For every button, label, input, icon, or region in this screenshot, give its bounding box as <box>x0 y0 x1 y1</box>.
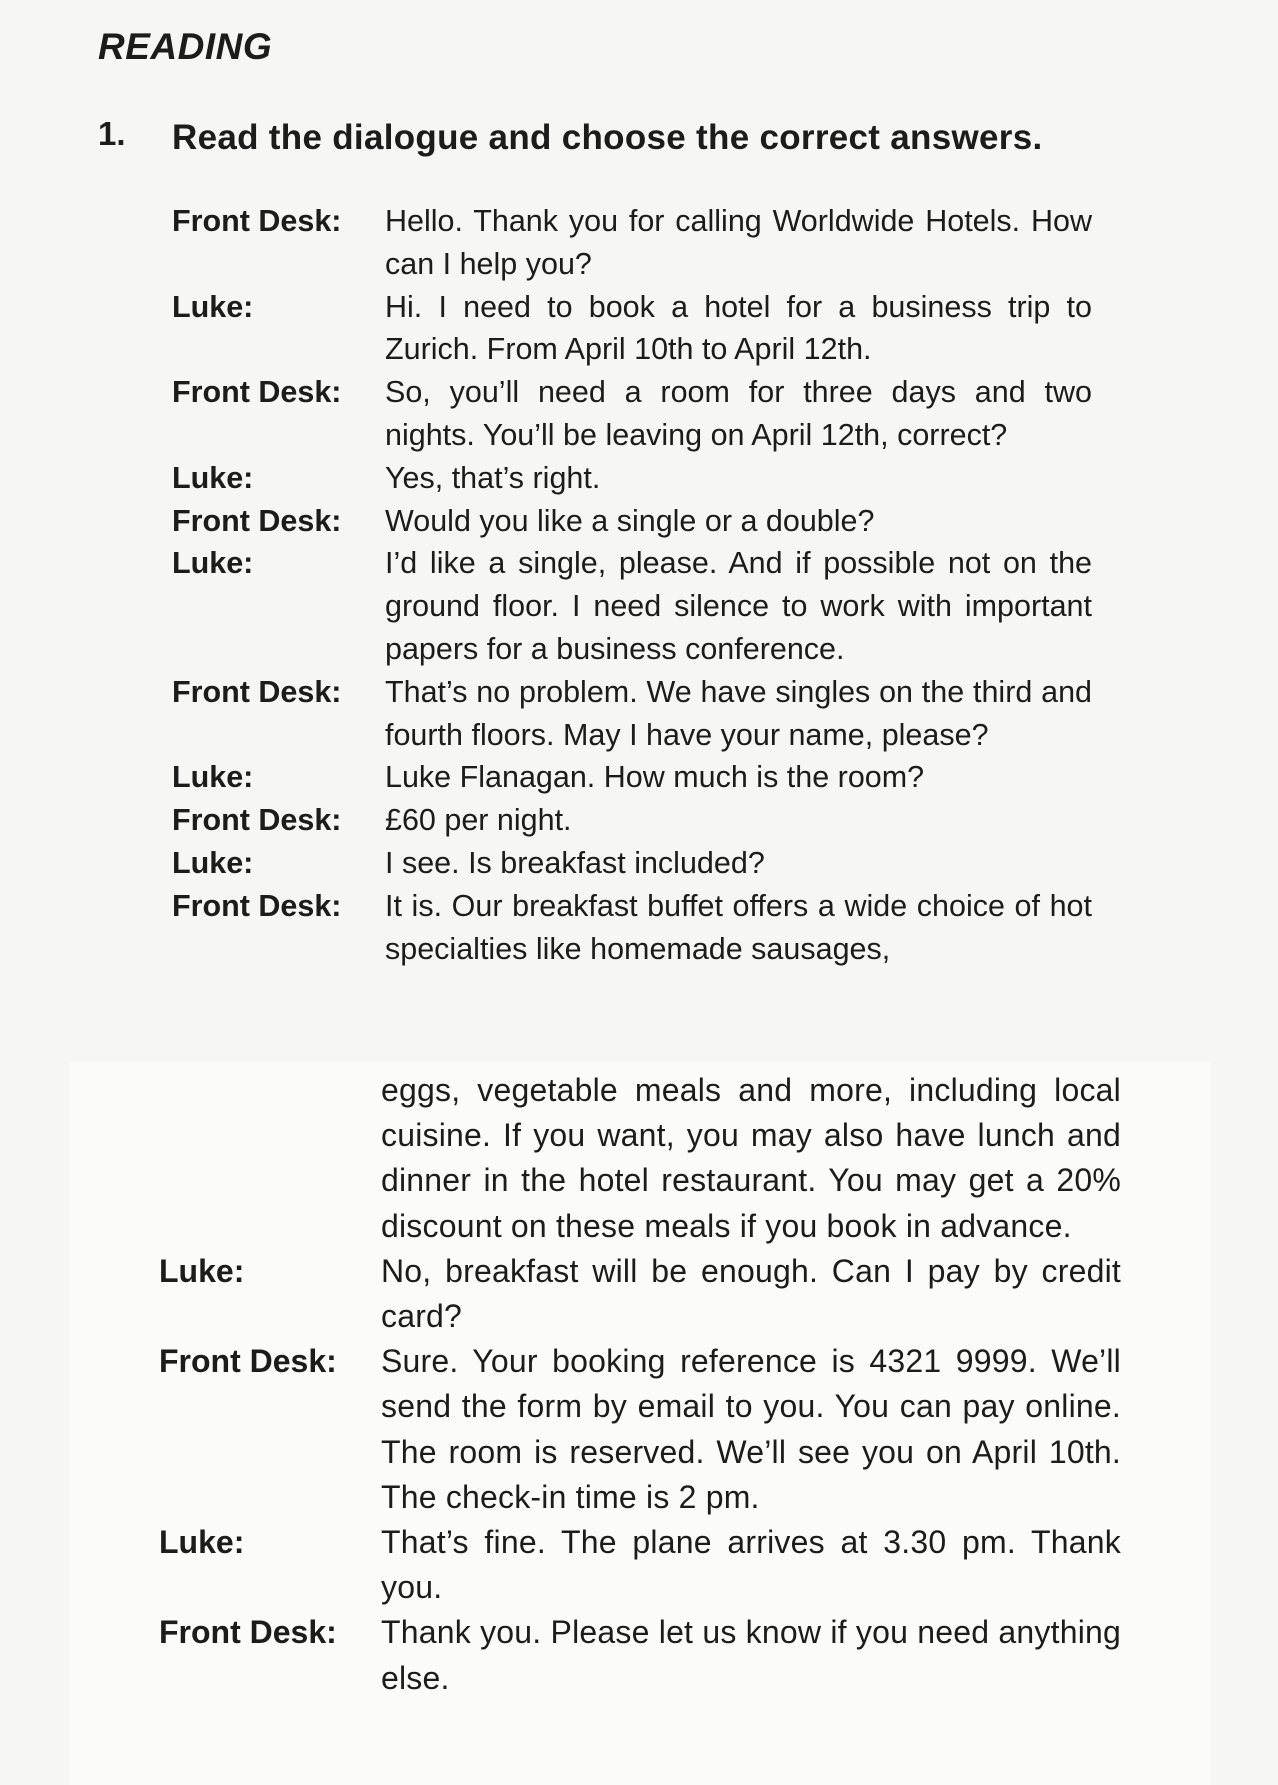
speech-continuation: eggs, vegetable meals and more, including local cuisine. If you want, you may also have lunch and dinner in the hotel restaurant. You may get a 20% discount on these meals if you book in advance. <box>381 1072 1121 1244</box>
dialogue-part-1 <box>172 200 1092 970</box>
speaker-label: Front Desk: <box>159 1343 337 1380</box>
speech-text: So, you’ll need a room for three days and two nights. You’ll be leaving on April 12th, correct? <box>385 375 1092 452</box>
speaker-label: Front Desk: <box>172 803 342 838</box>
speaker-label: Luke: <box>172 546 254 581</box>
task-instruction: Read the dialogue and choose the correct answers. <box>172 118 1043 157</box>
dialogue-line <box>159 1249 1121 1339</box>
dialogue-line <box>159 1339 1121 1520</box>
dialogue-line <box>172 371 1092 457</box>
dialogue-line <box>159 1068 1121 1249</box>
speaker-label: Luke: <box>159 1252 245 1289</box>
speech-text: I’d like a single, please. And if possible not on the ground floor. I need silence to work with important papers for a business conference. <box>385 546 1092 666</box>
dialogue-line <box>172 885 1092 971</box>
dialogue-line <box>159 1520 1121 1610</box>
speaker-label: Front Desk: <box>172 888 342 923</box>
dialogue-line <box>172 756 1092 799</box>
dialogue-line <box>172 457 1092 500</box>
speaker-label: Front Desk: <box>172 674 342 709</box>
speech-text: Yes, that’s right. <box>385 460 601 495</box>
speech-text: Thank you. Please let us know if you need anything else. <box>381 1614 1121 1696</box>
dialogue-part-2 <box>159 1068 1121 1701</box>
dialogue-line <box>159 1610 1121 1700</box>
speaker-label: Front Desk: <box>159 1614 337 1651</box>
speaker-label: Luke: <box>172 289 254 324</box>
speaker-label: Front Desk: <box>172 503 342 538</box>
speech-text: It is. Our breakfast buffet offers a wide choice of hot specialties like homemade sausages, <box>385 888 1092 966</box>
speech-text: Luke Flanagan. How much is the room? <box>385 760 925 795</box>
dialogue-line <box>172 500 1092 543</box>
speech-text: £60 per night. <box>385 803 572 838</box>
dialogue-line <box>172 200 1092 286</box>
dialogue-line <box>172 799 1092 842</box>
speech-text: Hello. Thank you for calling Worldwide Hotels. How can I help you? <box>385 204 1092 281</box>
speaker-label: Luke: <box>172 760 254 795</box>
speech-text: Sure. Your booking reference is 4321 9999. We’ll send the form by email to you. You can pay online. The room is reserved. We’ll see you on April 10th. The check-in time is 2 pm. <box>381 1343 1121 1515</box>
speaker-label: Luke: <box>172 460 254 495</box>
dialogue-line <box>172 542 1092 670</box>
speech-text: That’s no problem. We have singles on the third and fourth floors. May I have your name, please? <box>385 674 1092 752</box>
speaker-label: Front Desk: <box>172 204 342 238</box>
speech-text: Hi. I need to book a hotel for a business trip to Zurich. From April 10th to April 12th. <box>385 289 1092 367</box>
task-number: 1. <box>98 115 126 152</box>
dialogue-line <box>172 286 1092 372</box>
dialogue-line <box>172 671 1092 757</box>
speech-text: That’s fine. The plane arrives at 3.30 pm. Thank you. <box>381 1524 1121 1606</box>
speech-text: No, breakfast will be enough. Can I pay by credit card? <box>381 1252 1121 1335</box>
speaker-label: Luke: <box>159 1524 245 1561</box>
dialogue-line <box>172 842 1092 885</box>
speaker-label: Luke: <box>172 845 254 880</box>
speaker-label: Front Desk: <box>172 375 342 410</box>
section-heading: READING <box>98 26 273 67</box>
speech-text: Would you like a single or a double? <box>385 503 875 538</box>
speech-text: I see. Is breakfast included? <box>385 845 765 880</box>
